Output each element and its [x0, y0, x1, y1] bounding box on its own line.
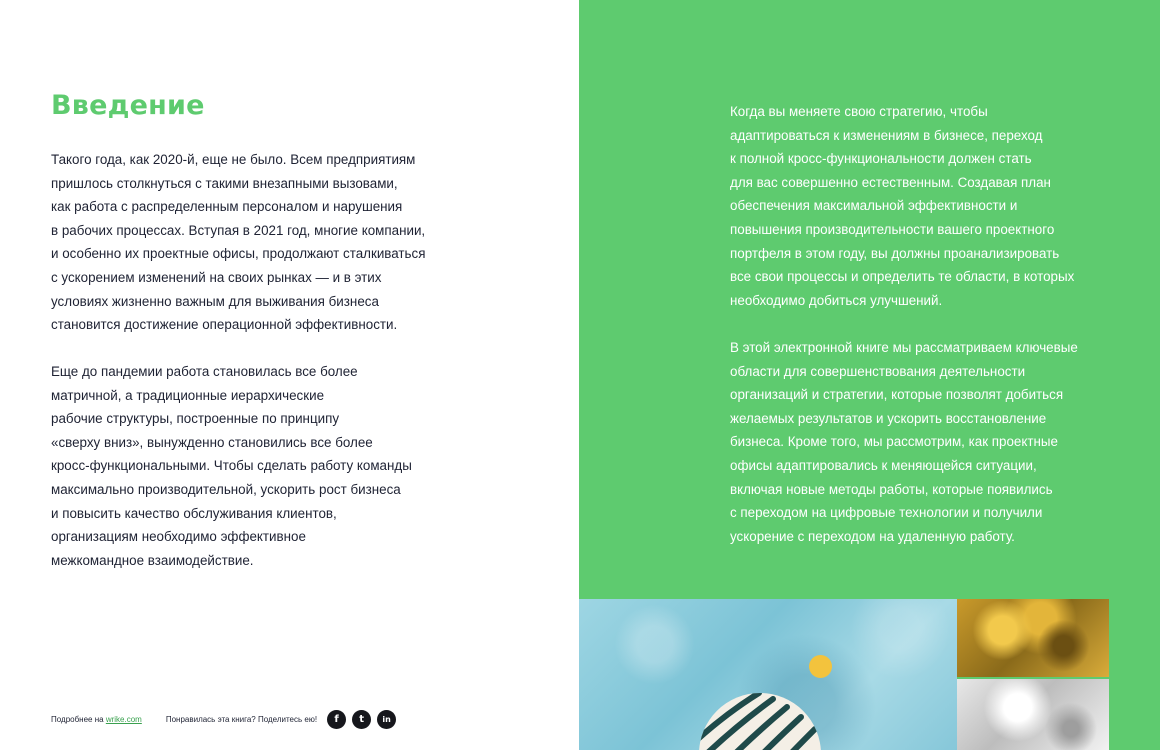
- text-line: бизнеса. Кроме того, мы рассмотрим, как проектные: [730, 434, 1058, 450]
- text-line: и повысить качество обслуживания клиентов,: [51, 505, 337, 521]
- more-info: [51, 715, 142, 724]
- text-line: повышения производительности вашего проектного: [730, 221, 1055, 237]
- text-line: рабочие структуры, построенные по принципу: [51, 411, 340, 427]
- text-line: «сверху вниз», вынужденно становились все более: [51, 434, 373, 450]
- page-footer: [51, 708, 402, 730]
- text-line: становится достижение операционной эффективности.: [51, 317, 398, 333]
- text-line: пришлось столкнуться с такими внезапными вызовами,: [51, 175, 398, 191]
- text-line: матричной, а традиционные иерархические: [51, 387, 325, 403]
- decorative-collage: [579, 599, 1109, 750]
- linkedin-icon[interactable]: in: [377, 710, 396, 729]
- text-line: необходимо добиться улучшений.: [730, 292, 943, 308]
- text-line: адаптироваться к изменениям в бизнесе, переход: [730, 127, 1043, 143]
- text-line: и особенно их проектные офисы, продолжают сталкиваться: [51, 246, 426, 262]
- wrike-link[interactable]: wrike.com: [105, 714, 142, 724]
- text-line: с ускорением изменений на своих рынках — и в этих: [51, 269, 382, 285]
- text-line: межкомандное взаимодействие.: [51, 552, 254, 568]
- text-line: условиях жизненно важным для выживания бизнеса: [51, 293, 379, 309]
- twitter-icon[interactable]: t: [352, 710, 371, 729]
- share-prompt: Понравилась эта книга? Поделитесь ею!: [165, 714, 318, 724]
- marble-texture-tile: [957, 679, 1109, 750]
- more-info-label: Подробнее на: [51, 714, 104, 724]
- text-line: портфеля в этом году, вы должны проанализировать: [730, 245, 1060, 261]
- text-line: для вас совершенно естественным. Создавая план: [730, 174, 1051, 190]
- text-line: с переходом на цифровые технологии и получили: [730, 505, 1043, 521]
- text-line: кросс-функциональными. Чтобы сделать работу команды: [51, 458, 412, 474]
- strategy-paragraph: [730, 100, 1130, 312]
- text-line: обеспечения максимальной эффективности и: [730, 198, 1018, 214]
- left-page: [0, 0, 579, 750]
- social-share-buttons: [327, 710, 402, 729]
- text-line: Такого года, как 2020-й, еще не было. Всем предприятиям: [51, 152, 416, 167]
- text-line: организациям необходимо эффективное: [51, 529, 306, 545]
- text-line: максимально производительной, ускорить рост бизнеса: [51, 481, 401, 497]
- text-line: Еще до пандемии работа становилась все более: [51, 364, 358, 379]
- ebook-overview-paragraph: [730, 336, 1130, 548]
- facebook-icon[interactable]: f: [327, 710, 346, 729]
- text-line: все свои процессы и определить те области, в которых: [730, 269, 1075, 285]
- text-line: области для совершенствования деятельности: [730, 363, 1026, 379]
- text-line: В этой электронной книге мы рассматриваем ключевые: [730, 340, 1078, 355]
- intro-paragraph-2: [51, 360, 471, 572]
- text-line: Когда вы меняете свою стратегию, чтобы: [730, 104, 988, 119]
- text-line: желаемых результатов и ускорить восстановление: [730, 410, 1047, 426]
- text-line: в рабочих процессах. Вступая в 2021 год, многие компании,: [51, 222, 426, 238]
- page-title: Введение: [51, 90, 205, 121]
- text-line: к полной кросс-функциональности должен стать: [730, 151, 1032, 167]
- gold-texture-tile: [957, 599, 1109, 677]
- text-line: офисы адаптировались к меняющейся ситуации,: [730, 457, 1037, 473]
- text-line: организаций и стратегии, которые позволят добиться: [730, 387, 1064, 403]
- text-line: включая новые методы работы, которые появились: [730, 481, 1053, 497]
- intro-paragraph-1: [51, 148, 471, 337]
- text-line: как работа с распределенным персоналом и нарушения: [51, 199, 403, 215]
- zebra-circle-icon: [697, 691, 823, 750]
- text-line: ускорение с переходом на удаленную работу.: [730, 528, 1015, 544]
- right-page: [579, 0, 1160, 750]
- sun-dot-icon: [809, 655, 832, 678]
